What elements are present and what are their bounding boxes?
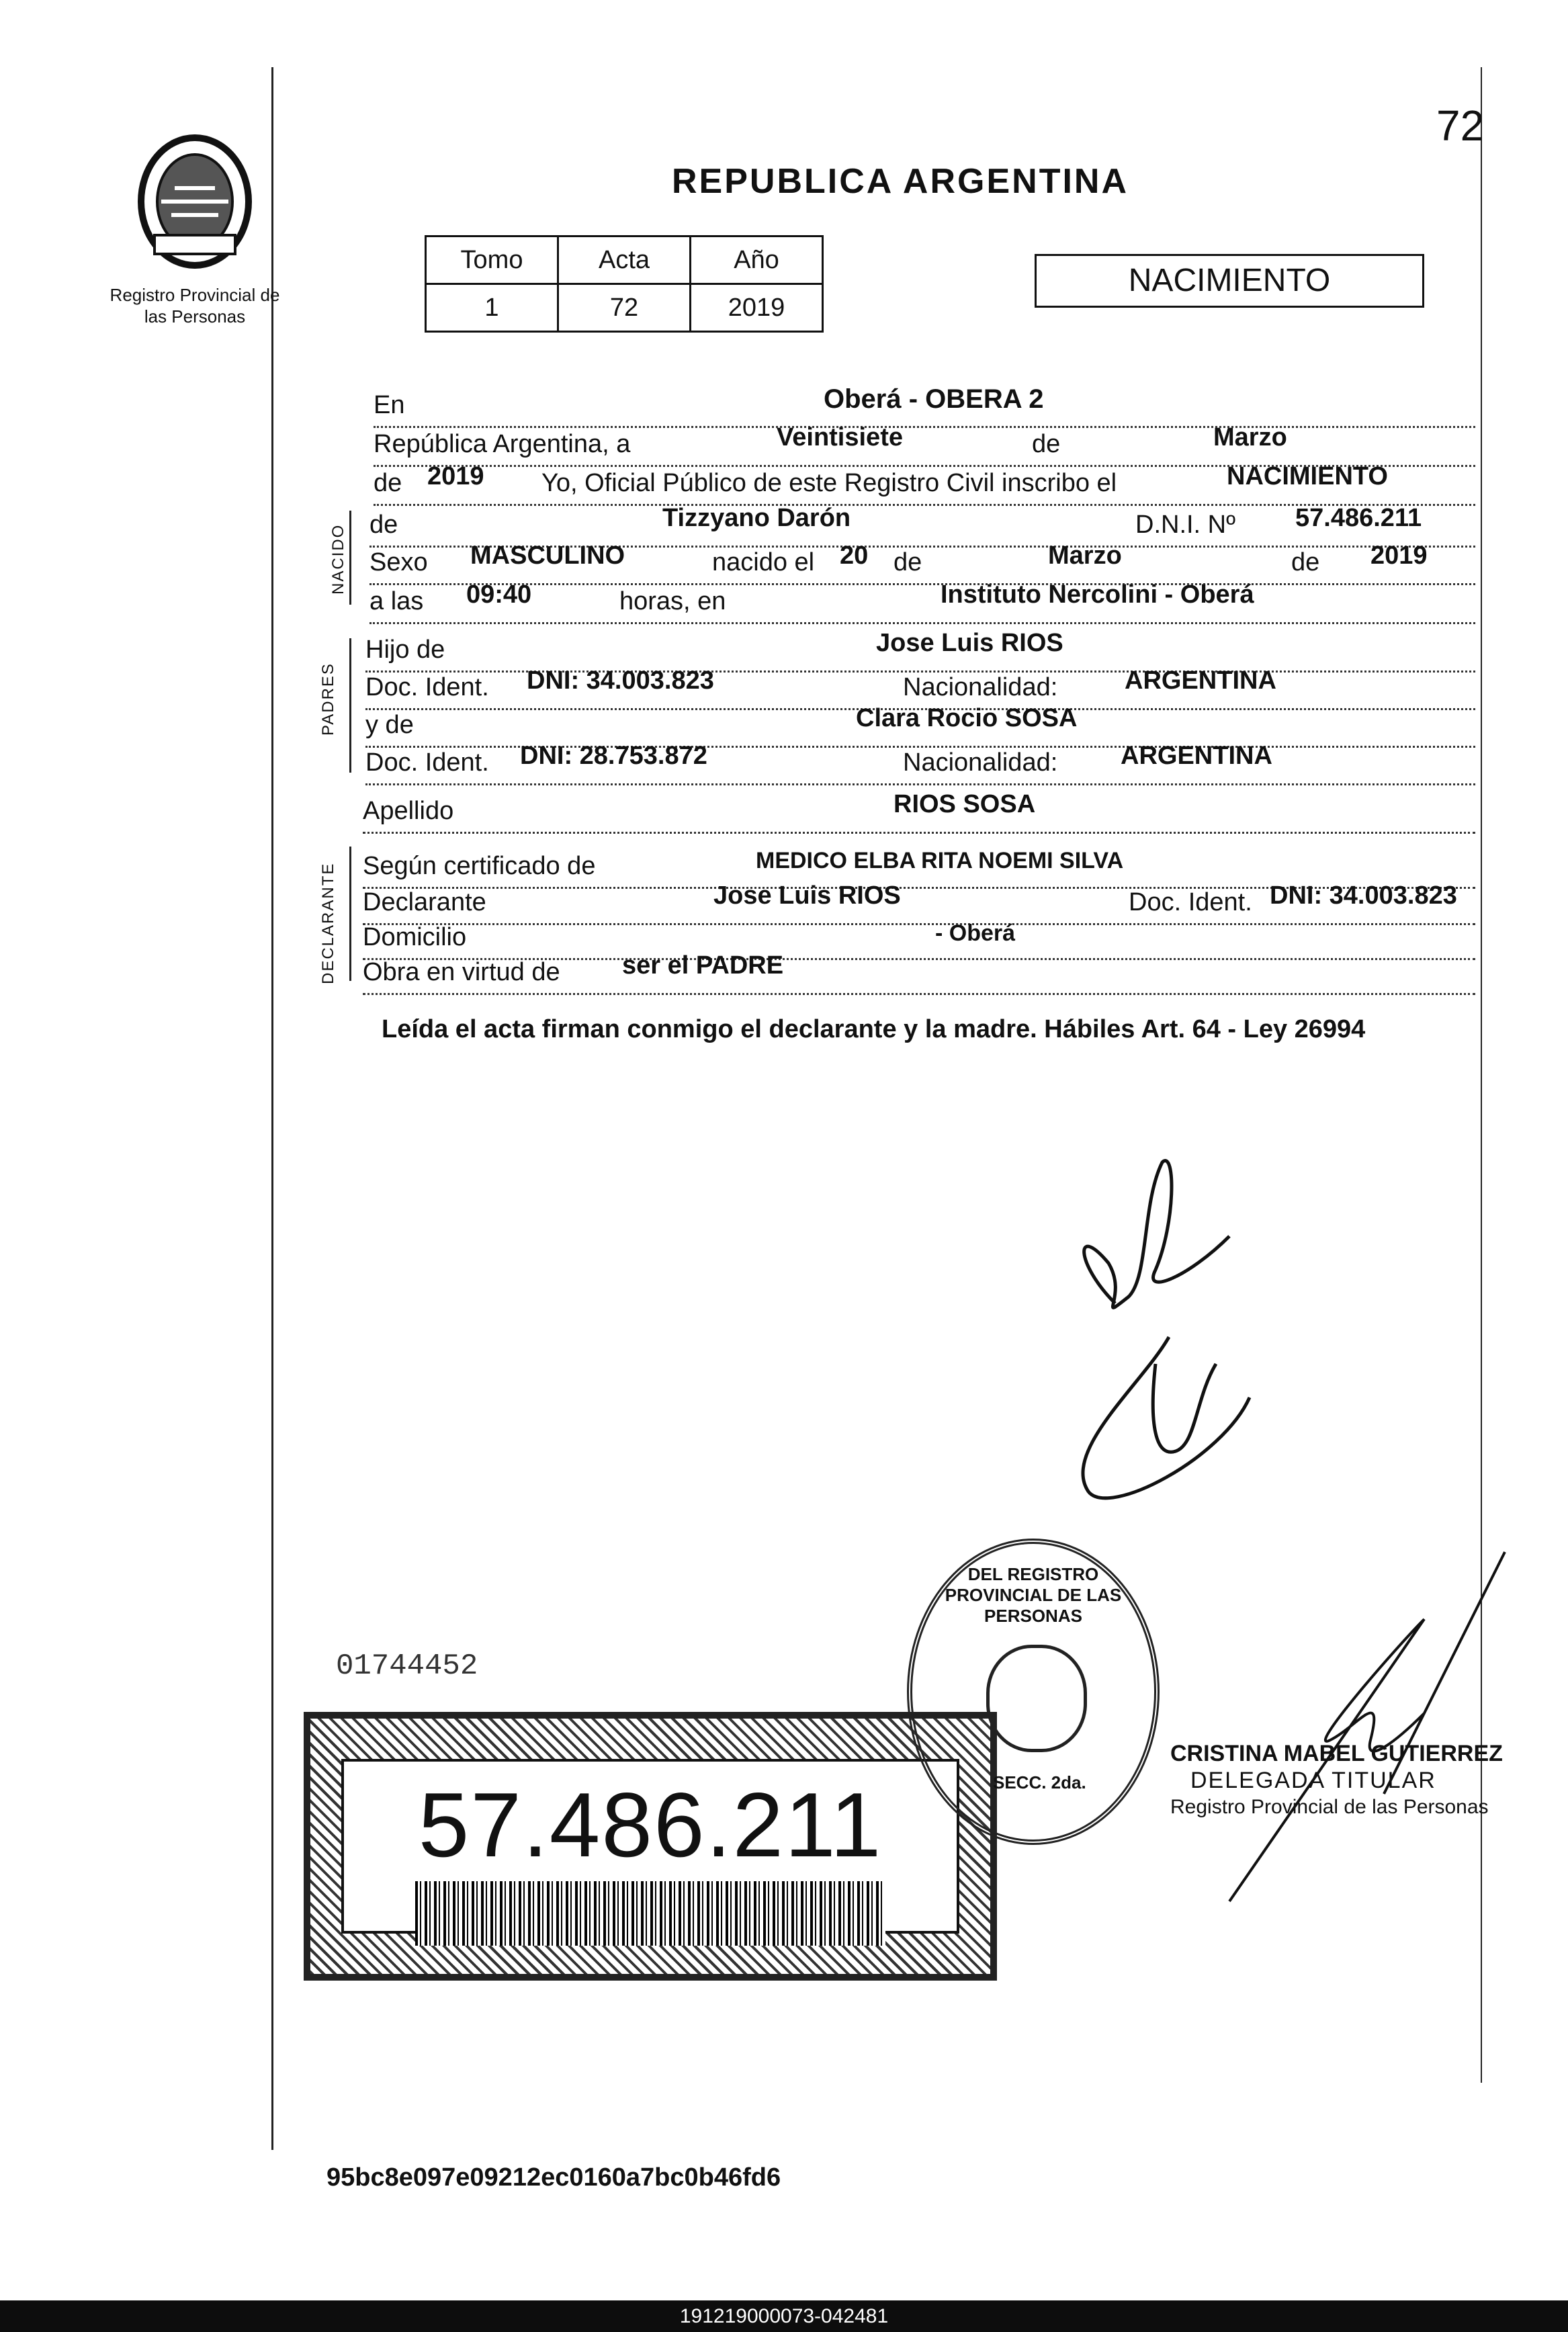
value-nacionalidad-padre: ARGENTINA: [1125, 666, 1276, 695]
register-header-anio: Año: [691, 236, 823, 284]
label-doc-declarante: Doc. Ident.: [1129, 888, 1252, 916]
label-obra: Obra en virtud de: [363, 958, 560, 986]
label-de-anio: de: [374, 469, 402, 497]
stamp-serial: 01744452: [336, 1649, 478, 1683]
label-republica: República Argentina, a: [374, 430, 631, 458]
page-number: 72: [1436, 101, 1485, 150]
value-domicilio: - Oberá: [935, 920, 1016, 946]
line-inscripcion: [374, 462, 1475, 506]
label-apellido: Apellido: [363, 797, 454, 825]
register-value-acta: 72: [558, 284, 691, 332]
label-hijo-de: Hijo de: [365, 636, 445, 664]
officer-org: Registro Provincial de las Personas: [1170, 1796, 1489, 1818]
line-republica: [374, 423, 1475, 467]
document-hash: 95bc8e097e09212ec0160a7bc0b46fd6: [326, 2163, 781, 2192]
register-header-tomo: Tomo: [426, 236, 558, 284]
label-en: En: [374, 391, 405, 419]
section-divider-line: [349, 847, 351, 981]
value-nacionalidad-madre: ARGENTINA: [1121, 742, 1272, 770]
certificate-inner: [341, 1759, 959, 1934]
logo-caption: Registro Provincial de las Personas: [110, 285, 280, 327]
line-obra: [363, 951, 1475, 995]
certificate-number: 57.486.211: [418, 1774, 883, 1876]
barcode-icon: [415, 1881, 885, 1946]
seal-emblem-icon: [986, 1645, 1087, 1752]
label-horas-en: horas, en: [619, 587, 726, 615]
register-table: [425, 235, 824, 333]
line-declarante: [363, 881, 1475, 925]
value-en: Oberá - OBERA 2: [824, 384, 1044, 414]
footer-code: 191219000073-042481: [0, 2300, 1568, 2332]
label-doc-padre: Doc. Ident.: [365, 673, 489, 701]
value-doc-madre: DNI: 28.753.872: [520, 742, 707, 770]
label-nacionalidad-padre: Nacionalidad:: [903, 673, 1058, 701]
register-value-tomo: 1: [426, 284, 558, 332]
line-domicilio: [363, 920, 1475, 960]
register-value-anio: 2019: [691, 284, 823, 332]
signature-officer: [1169, 1539, 1518, 1915]
label-nacionalidad-madre: Nacionalidad:: [903, 748, 1058, 777]
signature-declarante: [1035, 1142, 1263, 1518]
value-segun-certificado: MEDICO ELBA RITA NOEMI SILVA: [756, 848, 1124, 873]
value-inscribo: NACIMIENTO: [1227, 462, 1388, 490]
value-nacido-dia: 20: [840, 542, 869, 570]
section-divider-line: [349, 638, 351, 773]
value-dni: 57.486.211: [1295, 504, 1422, 532]
section-label-padres: PADRES: [319, 662, 337, 736]
label-segun-certificado: Según certificado de: [363, 852, 596, 880]
seal-text: DEL REGISTRO PROVINCIAL DE LAS PERSONAS: [945, 1564, 1122, 1626]
officer-name: CRISTINA MABEL GUTIERREZ: [1170, 1741, 1503, 1766]
value-nacido-anio: 2019: [1370, 542, 1428, 570]
line-en: [374, 384, 1475, 428]
officer-role: DELEGADA TITULAR: [1190, 1768, 1436, 1793]
label-nacido-el: nacido el: [712, 548, 815, 576]
seal-subtext: SECC. 2da.: [993, 1772, 1086, 1793]
value-nacido-mes: Marzo: [1048, 542, 1122, 570]
value-nombre: Tizzyano Darón: [662, 504, 851, 532]
oficial-text: Yo, Oficial Público de este Registro Civil inscribo el: [541, 469, 1117, 497]
label-doc-madre: Doc. Ident.: [365, 748, 489, 777]
left-margin-line: [271, 67, 273, 2150]
value-doc-padre: DNI: 34.003.823: [527, 666, 714, 695]
label-a-las: a las: [369, 587, 424, 615]
coat-of-arms-icon: [128, 128, 262, 275]
label-declarante: Declarante: [363, 888, 486, 916]
register-header-acta: Acta: [558, 236, 691, 284]
label-y-de: y de: [365, 711, 414, 739]
value-dia: Veintisiete: [777, 423, 903, 451]
reading-statement: Leída el acta firman conmigo el declarante y la madre. Hábiles Art. 64 - Ley 26994: [382, 1015, 1366, 1043]
label-de: de: [1032, 430, 1061, 458]
page-title: REPUBLICA ARGENTINA: [672, 162, 1129, 201]
label-de-mes: de: [894, 548, 922, 576]
record-type-box: NACIMIENTO: [1035, 254, 1424, 308]
line-hora: [369, 580, 1475, 624]
label-de-nacido-anio: de: [1291, 548, 1320, 576]
value-declarante: Jose Luis RIOS: [713, 881, 901, 910]
value-lugar: Instituto Nercolini - Oberá: [941, 580, 1254, 609]
value-obra: ser el PADRE: [622, 951, 784, 980]
official-seal: [907, 1539, 1160, 1845]
value-mes: Marzo: [1213, 423, 1287, 451]
label-dni: D.N.I. Nº: [1135, 511, 1235, 539]
officer-block: [1170, 1740, 1503, 1821]
label-nombre: de: [369, 511, 398, 539]
line-apellido: [363, 790, 1475, 834]
section-label-nacido: NACIDO: [329, 523, 347, 595]
value-madre: Clara Rocio SOSA: [856, 704, 1078, 732]
value-doc-declarante: DNI: 34.003.823: [1270, 881, 1457, 910]
registry-logo: [107, 128, 282, 327]
label-sexo: Sexo: [369, 548, 428, 576]
line-sexo: [369, 542, 1475, 585]
certificate-label: [304, 1712, 997, 1981]
label-domicilio: Domicilio: [363, 923, 467, 951]
value-padre: Jose Luis RIOS: [876, 629, 1063, 657]
section-divider-line: [349, 511, 351, 605]
section-label-declarante: DECLARANTE: [319, 862, 337, 984]
line-doc-madre: [365, 742, 1475, 785]
value-sexo: MASCULINO: [470, 542, 625, 570]
value-hora: 09:40: [466, 580, 532, 609]
value-apellido: RIOS SOSA: [894, 790, 1036, 818]
value-anio: 2019: [427, 462, 484, 490]
